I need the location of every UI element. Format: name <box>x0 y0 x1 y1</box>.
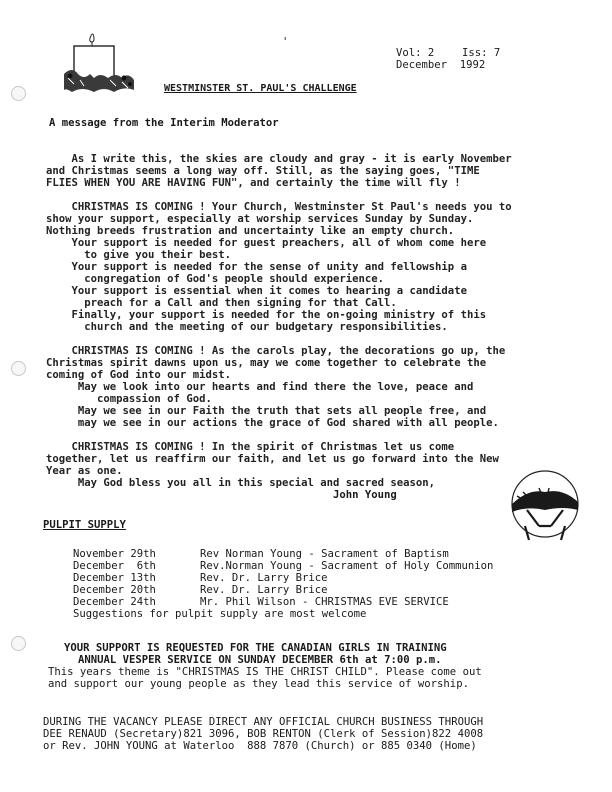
message-line: May God bless you all in this special and sacred season, <box>46 477 436 489</box>
message-line: CHRISTMAS IS COMING ! Your Church, Westminster St Paul's needs you to <box>46 201 512 213</box>
message-line: compassion of God. <box>46 393 212 405</box>
message-line: Your support is needed for the sense of unity and fellowship a <box>46 261 467 273</box>
message-line: Finally, your support is needed for the on-going ministry of this <box>46 309 487 321</box>
message-line: together, let us reaffirm our faith, and let us go forward into the New <box>46 453 499 465</box>
candle-wreath-illustration <box>64 28 136 96</box>
message-line: CHRISTMAS IS COMING ! In the spirit of Christmas let us come <box>46 441 455 453</box>
message-line: Christmas spirit dawns upon us, may we come together to celebrate the <box>46 357 487 369</box>
message-line: may we see in our actions the grace of God shared with all people. <box>46 417 499 429</box>
pulpit-row-entry: Rev. Dr. Larry Brice <box>200 584 328 596</box>
pulpit-supply-heading: PULPIT SUPPLY <box>43 519 126 531</box>
issue-date: December 1992 <box>396 59 486 71</box>
message-heading: A message from the Interim Moderator <box>49 117 279 129</box>
contact-footer-line: DURING THE VACANCY PLEASE DIRECT ANY OFFICIAL CHURCH BUSINESS THROUGH <box>43 716 484 728</box>
pulpit-row-entry: Mr. Phil Wilson - CHRISTMAS EVE SERVICE <box>200 596 449 608</box>
contact-footer-line: DEE RENAUD (Secretary)821 3096, BOB RENTON (Clerk of Session)822 4008 <box>43 728 484 740</box>
contact-footer-line: or Rev. JOHN YOUNG at Waterloo 888 7870 (Church) or 885 0340 (Home) <box>43 740 477 752</box>
message-line: coming of God into our midst. <box>46 369 231 381</box>
message-line: As I write this, the skies are cloudy and gray - it is early November <box>46 153 512 165</box>
punch-hole-bottom <box>11 636 26 651</box>
message-line: May we look into our hearts and find there the love, peace and <box>46 381 474 393</box>
newsletter-title: WESTMINSTER ST. PAUL'S CHALLENGE <box>164 83 357 94</box>
pulpit-row-entry: Rev Norman Young - Sacrament of Baptism <box>200 548 449 560</box>
cgit-notice-line: YOUR SUPPORT IS REQUESTED FOR THE CANADIAN GIRLS IN TRAINING <box>64 642 447 654</box>
message-line: Your support is needed for guest preachers, all of whom come here <box>46 237 487 249</box>
signature: John Young <box>333 489 397 501</box>
message-body <box>46 141 512 489</box>
manger-illustration <box>509 466 581 548</box>
pulpit-row-entry: Rev.Norman Young - Sacrament of Holy Communion <box>200 560 494 572</box>
message-line: church and the meeting of our budgetary responsibilities. <box>46 321 448 333</box>
cgit-notice-line: This years theme is "CHRISTMAS IS THE CHRIST CHILD". Please come out <box>48 666 482 678</box>
message-line: show your support, especially at worship services Sunday by Sunday. <box>46 213 474 225</box>
pulpit-row-date: November 29th <box>73 548 156 560</box>
message-line: preach for a Call and then signing for that Call. <box>46 297 397 309</box>
punch-hole-top <box>11 86 26 101</box>
pulpit-row-entry: Rev. Dr. Larry Brice <box>200 572 328 584</box>
pulpit-row-date: December 13th <box>73 572 156 584</box>
message-line: CHRISTMAS IS COMING ! As the carols play, the decorations go up, the <box>46 345 506 357</box>
message-line: congregation of God's people should experience. <box>46 273 385 285</box>
pulpit-supply-note: Suggestions for pulpit supply are most welcome <box>73 608 367 620</box>
pulpit-row-date: December 6th <box>73 560 156 572</box>
cgit-notice-line: and support our young people as they lead this service of worship. <box>48 678 469 690</box>
message-line: May we see in our Faith the truth that sets all people free, and <box>46 405 487 417</box>
message-line: to give you their best. <box>46 249 231 261</box>
pulpit-row-date: December 20th <box>73 584 156 596</box>
punch-hole-middle <box>11 361 26 376</box>
volume-number: Vol: 2 <box>396 47 435 59</box>
message-line: FLIES WHEN YOU ARE HAVING FUN", and certainly the time will fly ! <box>46 177 461 189</box>
issue-number: Iss: 7 <box>462 47 501 59</box>
message-line: Year as one. <box>46 465 123 477</box>
page-marker: ' <box>282 36 289 48</box>
cgit-notice-line: ANNUAL VESPER SERVICE ON SUNDAY DECEMBER 6th at 7:00 p.m. <box>78 654 442 666</box>
message-line: Your support is essential when it comes to hearing a candidate <box>46 285 467 297</box>
pulpit-row-date: December 24th <box>73 596 156 608</box>
message-line: Nothing breeds frustration and uncertainty like an empty church. <box>46 225 455 237</box>
message-line: and Christmas seems a long way off. Still, as the saying goes, "TIME <box>46 165 480 177</box>
